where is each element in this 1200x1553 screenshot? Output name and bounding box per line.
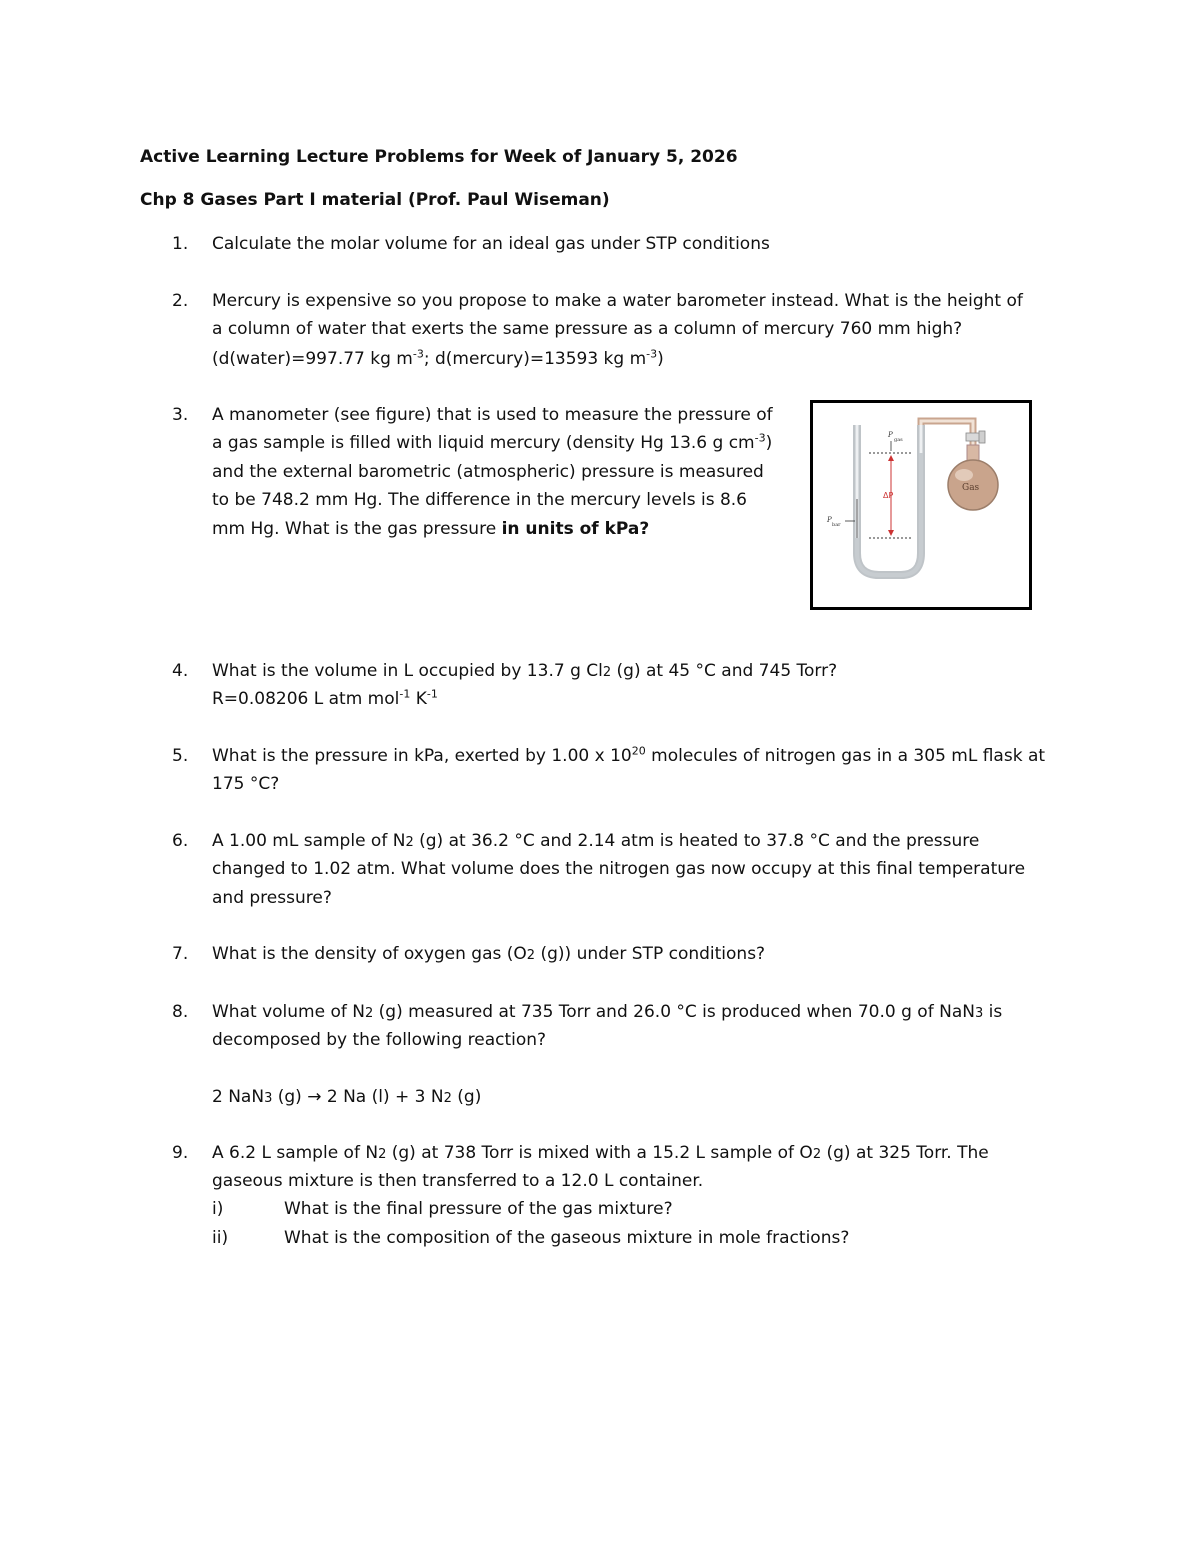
problem-text: and pressure? [212, 888, 332, 908]
delta-p-label: ΔP [883, 491, 894, 500]
reaction-equation: 2 NaN3 (g) → 2 Na (l) + 3 N2 (g) [212, 1087, 482, 1107]
problem-text: What is the pressure in kPa, exerted by 1.00 x $10^{20}$ molecules of nitrogen gas in a 305 mL flask at [212, 744, 1046, 766]
problem-text: decomposed by the following reaction? [212, 1030, 547, 1050]
gas-label: Gas [962, 483, 980, 493]
subquestion-label: i) [212, 1199, 224, 1219]
problem-text: 175 °C? [212, 774, 280, 794]
subquestion-text: What is the composition of the gaseous mixture in mole fractions? [284, 1228, 850, 1248]
subquestion-label: ii) [212, 1228, 229, 1248]
problem-text: What volume of N2 (g) measured at 735 Torr and 26.0 °C is produced when 70.0 g of NaN3 is [212, 1002, 1003, 1022]
manometer-diagram [813, 403, 1029, 607]
page-subtitle: Chp 8 Gases Part I material (Prof. Paul Wiseman) [140, 190, 610, 210]
subquestion-text: What is the final pressure of the gas mixture? [284, 1199, 673, 1219]
p-gas-subscript: gas [894, 437, 903, 443]
p-bar-subscript: bar [832, 522, 841, 528]
problem-text: R=0.08206 L atm mol$^{-1}$ $K^{-1}$ [212, 687, 438, 709]
problem-text: A 6.2 L sample of N2 (g) at 738 Torr is mixed with a 15.2 L sample of O2 (g) at 325 Torr. The [212, 1143, 989, 1163]
problem-number: 8. [172, 1002, 189, 1022]
problem-number: 5. [172, 746, 189, 766]
problem-number: 1. [172, 234, 189, 254]
manometer-figure [810, 400, 1032, 610]
p-gas-label: P [888, 431, 893, 439]
problem-number: 3. [172, 405, 189, 425]
problem-text: gaseous mixture is then transferred to a 12.0 L container. [212, 1171, 704, 1191]
problem-text: What is the volume in L occupied by 13.7 g Cl2 (g) at 45 °C and 745 Torr? [212, 661, 838, 681]
problem-text: A manometer (see figure) that is used to measure the pressure of [212, 405, 773, 425]
problem-text: mm Hg. What is the gas pressure in units of kPa? [212, 519, 650, 539]
problem-text: and the external barometric (atmospheric) pressure is measured [212, 462, 764, 482]
problem-text: a column of water that exerts the same pressure as a column of mercury 760 mm high? [212, 319, 963, 339]
problem-number: 4. [172, 661, 189, 681]
problem-number: 6. [172, 831, 189, 851]
problem-text: to be 748.2 mm Hg. The difference in the mercury levels is 8.6 [212, 490, 747, 510]
problem-number: 7. [172, 944, 189, 964]
problem-text: A 1.00 mL sample of N2 (g) at 36.2 °C and 2.14 atm is heated to 37.8 °C and the pressure [212, 831, 980, 851]
problem-text: What is the density of oxygen gas (O2 (g)) under STP conditions? [212, 944, 766, 964]
problem-text: (d(water)=997.77 kg $m^{-3}$; d(mercury)=13593 kg $m^{-3}$) [212, 347, 664, 369]
problem-number: 2. [172, 291, 189, 311]
problem-number: 9. [172, 1143, 189, 1163]
problem-text: changed to 1.02 atm. What volume does the nitrogen gas now occupy at this final temperature [212, 859, 1026, 879]
problem-text: a gas sample is filled with liquid mercury (density Hg 13.6 g $cm^{-3}$) [212, 431, 773, 453]
problem-text: Mercury is expensive so you propose to make a water barometer instead. What is the height of [212, 291, 1023, 311]
page-title: Active Learning Lecture Problems for Week of January 5, 2026 [140, 147, 738, 167]
problem-text: Calculate the molar volume for an ideal gas under STP conditions [212, 234, 770, 254]
p-bar-label: P [827, 516, 832, 524]
